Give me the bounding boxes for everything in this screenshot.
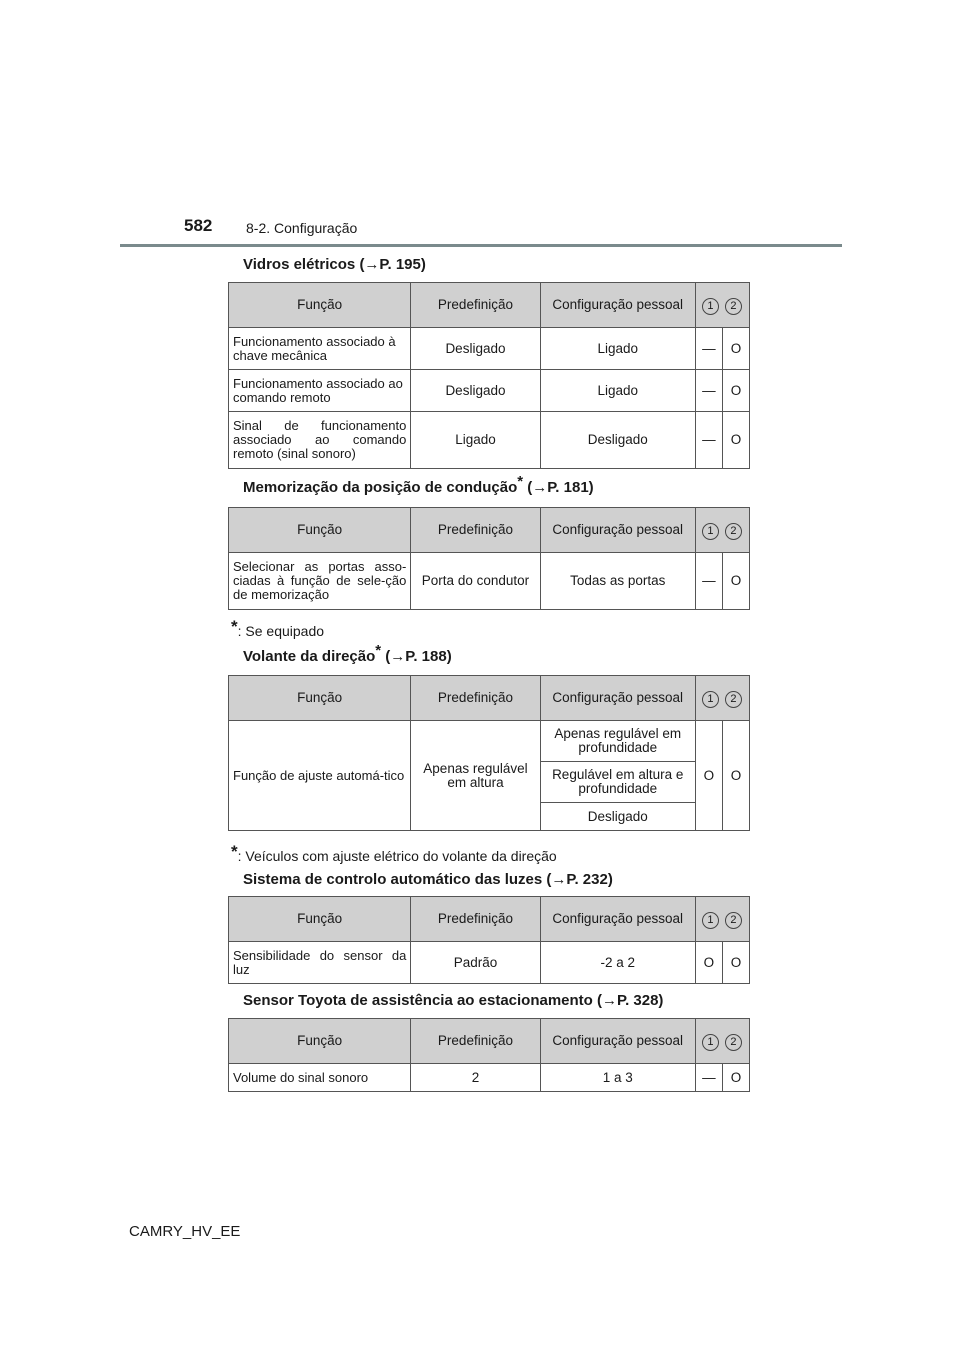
- table-header-row: [229, 508, 750, 553]
- cell-function: Funcionamento associado à chave mecânica: [229, 328, 411, 370]
- col-modes: [695, 897, 749, 942]
- cell-personal: Todas as portas: [540, 553, 695, 610]
- heading-auto-lights: Sistema de controlo automático das luzes (→P. 232): [243, 871, 613, 888]
- col-modes: [695, 508, 749, 553]
- cell-personal-option: Apenas regulável em profundidade: [540, 721, 695, 762]
- col-function: Função: [229, 508, 411, 553]
- table-header-row: [229, 676, 750, 721]
- cell-mode-1: —: [695, 553, 722, 610]
- cell-default: Padrão: [411, 942, 540, 984]
- cell-default: Desligado: [411, 370, 540, 412]
- table-parking-assist: [228, 1018, 750, 1092]
- footnote-electric-adjustment: *: Veículos com ajuste elétrico do volante da direção: [231, 842, 557, 864]
- cell-default: Desligado: [411, 328, 540, 370]
- circled-2: 2: [725, 523, 742, 540]
- cell-mode-1: —: [695, 370, 722, 412]
- cell-mode-1: —: [695, 328, 722, 370]
- table-row: [229, 412, 750, 469]
- cell-personal: Desligado: [540, 412, 695, 469]
- table-driving-position-memory: [228, 507, 750, 610]
- col-default: Predefinição: [411, 676, 540, 721]
- circled-1: 1: [702, 523, 719, 540]
- circled-1: 1: [702, 691, 719, 708]
- cell-mode-2: O: [722, 412, 749, 469]
- asterisk: *: [375, 642, 382, 659]
- section-title: 8-2. Configuração: [246, 220, 358, 236]
- cell-personal: Ligado: [540, 370, 695, 412]
- col-modes: [695, 1019, 749, 1064]
- col-modes: [695, 676, 749, 721]
- cell-mode-2: O: [722, 942, 749, 984]
- table-row: [229, 721, 750, 762]
- col-default: Predefinição: [411, 508, 540, 553]
- col-personal: Configuração pessoal: [540, 1019, 695, 1064]
- table-steering-wheel: [228, 675, 750, 831]
- table-header-row: [229, 897, 750, 942]
- cell-personal-option: Regulável em altura e profundidade: [540, 762, 695, 803]
- cell-mode-1: —: [695, 412, 722, 469]
- asterisk: *: [517, 473, 524, 490]
- cell-default: Porta do condutor: [411, 553, 540, 610]
- circled-1: 1: [702, 298, 719, 315]
- cell-function: Sensibilidade do sensor da luz: [229, 942, 411, 984]
- cell-default: Apenas regulável em altura: [411, 721, 540, 831]
- col-function: Função: [229, 676, 411, 721]
- circled-2: 2: [725, 1034, 742, 1051]
- cell-default: 2: [411, 1064, 540, 1092]
- cell-function: Volume do sinal sonoro: [229, 1064, 411, 1092]
- cell-personal: -2 a 2: [540, 942, 695, 984]
- col-modes: [695, 283, 749, 328]
- cell-mode-2: O: [722, 553, 749, 610]
- cell-mode-1: O: [695, 721, 722, 831]
- cell-personal: 1 a 3: [540, 1064, 695, 1092]
- heading-parking-assist: Sensor Toyota de assistência ao estacionamento (→P. 328): [243, 992, 664, 1009]
- cell-mode-1: —: [695, 1064, 722, 1092]
- circled-2: 2: [725, 691, 742, 708]
- table-auto-lights: [228, 896, 750, 984]
- col-function: Função: [229, 1019, 411, 1064]
- table-header-row: [229, 1019, 750, 1064]
- cell-personal: Ligado: [540, 328, 695, 370]
- circled-2: 2: [725, 298, 742, 315]
- page-number: 582: [184, 216, 213, 235]
- cell-function: Sinal de funcionamento associado ao comando remoto (sinal sonoro): [229, 412, 411, 469]
- heading-power-windows: Vidros elétricos (→P. 195): [243, 256, 426, 273]
- col-personal: Configuração pessoal: [540, 676, 695, 721]
- footnote-equipped: *: Se equipado: [231, 617, 325, 639]
- circled-1: 1: [702, 912, 719, 929]
- col-personal: Configuração pessoal: [540, 283, 695, 328]
- cell-mode-2: O: [722, 370, 749, 412]
- document-code: CAMRY_HV_EE: [129, 1223, 241, 1240]
- table-row: [229, 553, 750, 610]
- cell-function: Selecionar as portas asso-ciadas à função de sele-ção de memorização: [229, 553, 411, 610]
- header-divider: [120, 244, 842, 247]
- table-row: [229, 942, 750, 984]
- table-power-windows: [228, 282, 750, 469]
- cell-personal-option: Desligado: [540, 803, 695, 831]
- col-function: Função: [229, 897, 411, 942]
- heading-driving-position-memory: Memorização da posição de condução* (→P. 181): [243, 473, 594, 496]
- circled-2: 2: [725, 912, 742, 929]
- heading-steering-wheel: Volante da direção* (→P. 188): [243, 642, 452, 665]
- table-row: [229, 1064, 750, 1092]
- cell-mode-2: O: [722, 328, 749, 370]
- cell-default: Ligado: [411, 412, 540, 469]
- col-personal: Configuração pessoal: [540, 897, 695, 942]
- col-default: Predefinição: [411, 1019, 540, 1064]
- table-header-row: [229, 283, 750, 328]
- cell-mode-2: O: [722, 1064, 749, 1092]
- cell-function: Funcionamento associado ao comando remoto: [229, 370, 411, 412]
- col-function: Função: [229, 283, 411, 328]
- col-personal: Configuração pessoal: [540, 508, 695, 553]
- cell-function: Função de ajuste automá-tico: [229, 721, 411, 831]
- col-default: Predefinição: [411, 897, 540, 942]
- table-row: [229, 328, 750, 370]
- table-row: [229, 370, 750, 412]
- cell-mode-2: O: [722, 721, 749, 831]
- cell-mode-1: O: [695, 942, 722, 984]
- circled-1: 1: [702, 1034, 719, 1051]
- col-default: Predefinição: [411, 283, 540, 328]
